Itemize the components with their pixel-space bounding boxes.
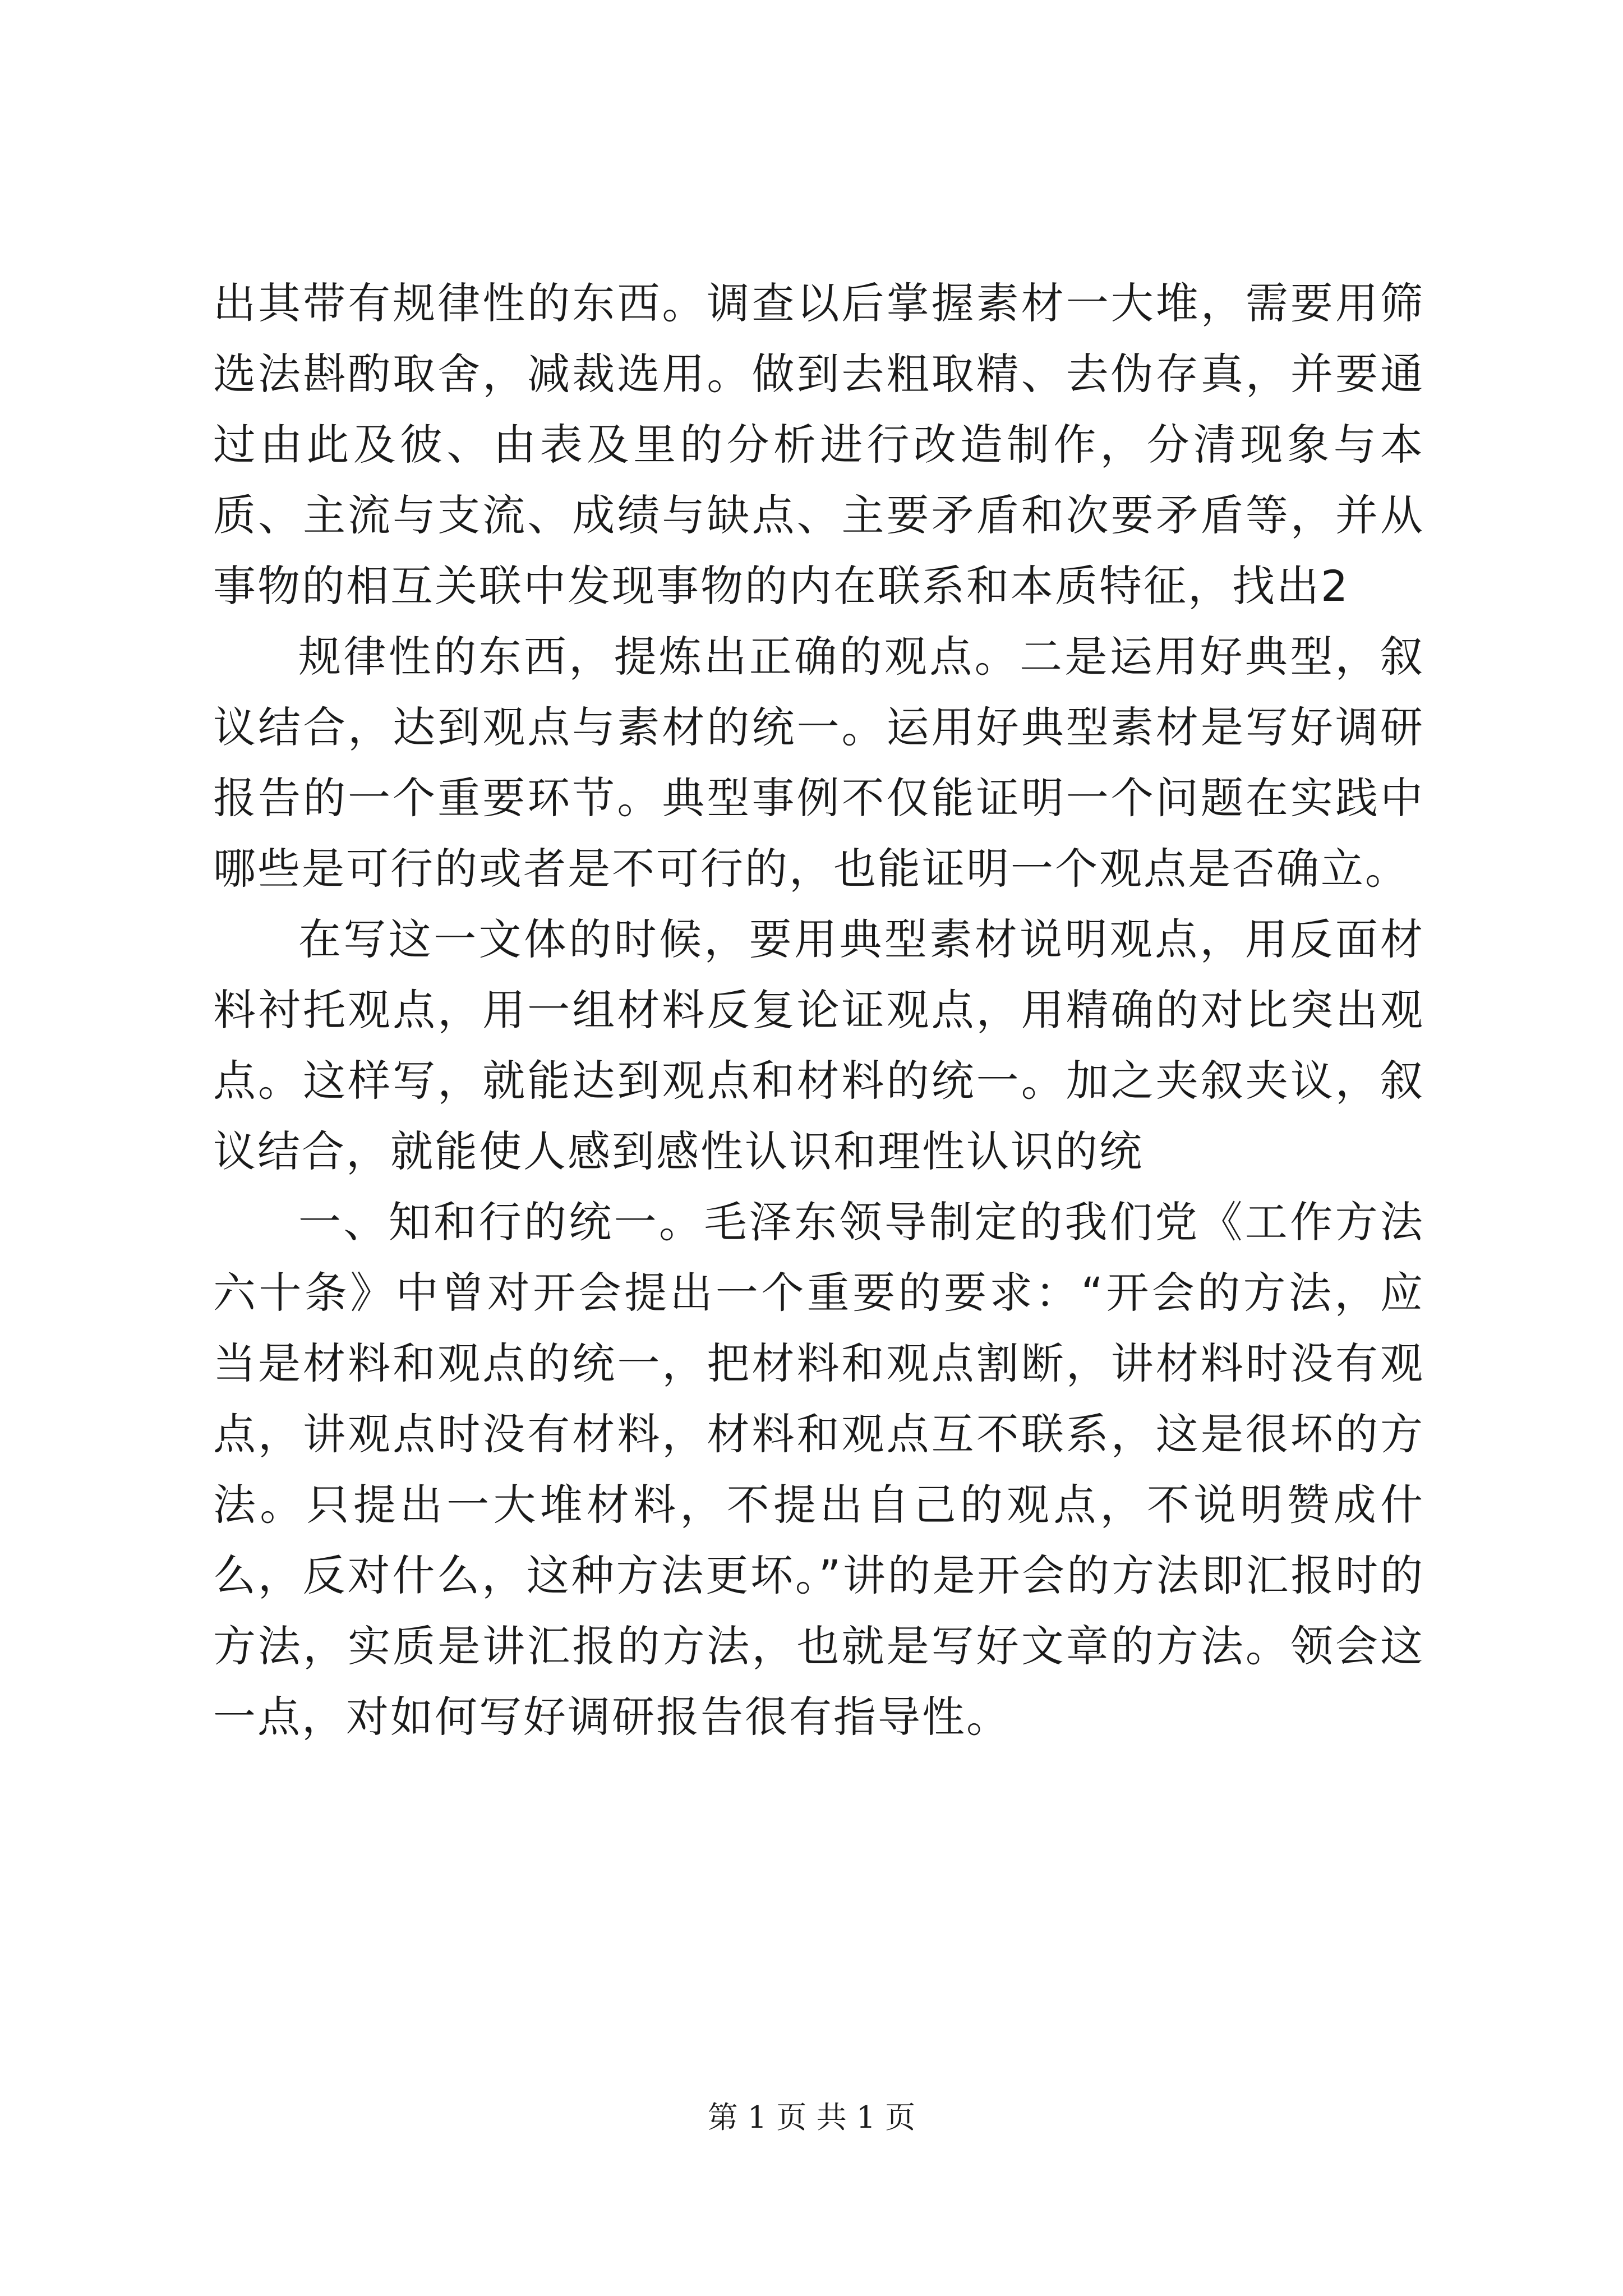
page-footer bbox=[0, 2098, 1623, 2137]
paragraph-4: 一、知和行的统一。毛泽东领导制定的我们党《工作方法六十条》中曾对开会提出一个重要的要求：“开会的方法，应当是材料和观点的统一，把材料和观点割断，讲材料时没有观点，讲观点时没有材料，材料和观点互不联系，这是很坏的方法。只提出一大堆材料，不提出自己的观点，不说明赞成什么，反对什么，这种方法更坏。”讲的是开会的方法即汇报时的方法，实质是讲汇报的方法，也就是写好文章的方法。领会这一点，对如何写好调研报告很有指导性。 bbox=[213, 1197, 1424, 1742]
page-number-label: 第 1 页 共 1 页 bbox=[707, 2100, 916, 2135]
paragraph-1: 出其带有规律性的东西。调查以后掌握素材一大堆，需要用筛选法斟酌取舍，减裁选用。做到去粗取精、去伪存真，并要通过由此及彼、由表及里的分析进行改造制作，分清现象与本质、主流与支流、成绩与缺点、主要矛盾和次要矛盾等，并从事物的相互关联中发现事物的内在联系和本质特征，找出2 bbox=[213, 278, 1424, 611]
document-body bbox=[213, 268, 1424, 1752]
paragraph-3: 在写这一文体的时候，要用典型素材说明观点，用反面材料衬托观点，用一组材料反复论证观点，用精确的对比突出观点。这样写，就能达到观点和材料的统一。加之夹叙夹议，叙议结合，就能使人感到感性认识和理性认识的统 bbox=[213, 914, 1424, 1176]
paragraph-2: 规律性的东西，提炼出正确的观点。二是运用好典型，叙议结合，达到观点与素材的统一。运用好典型素材是写好调研报告的一个重要环节。典型事例不仅能证明一个问题在实践中哪些是可行的或者是不可行的，也能证明一个观点是否确立。 bbox=[213, 632, 1424, 894]
